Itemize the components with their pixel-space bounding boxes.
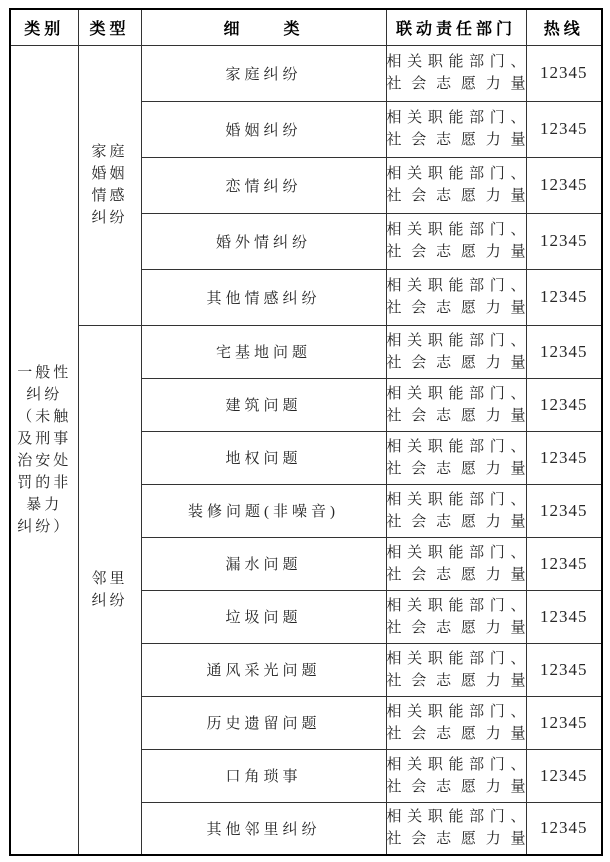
hotline-cell: 12345 (526, 802, 602, 855)
category-cell (10, 45, 78, 855)
department-line: 相 关 职 能 部 门 、 (386, 703, 526, 720)
hotline-cell: 12345 (526, 45, 602, 101)
header-subcategory: 细 类 (141, 9, 386, 45)
cell-line: 婚姻 (91, 166, 128, 182)
subcategory-cell: 通风采光问题 (141, 643, 386, 696)
hotline-cell: 12345 (526, 696, 602, 749)
department-cell (386, 269, 526, 325)
department-line: 社 会 志 愿 力 量 (386, 566, 526, 583)
department-cell (386, 696, 526, 749)
hotline-cell: 12345 (526, 101, 602, 157)
cell-line: 一般性 (17, 364, 72, 381)
subcategory-cell: 家庭纠纷 (141, 45, 386, 101)
cell-line: 纠纷 (91, 592, 128, 609)
department-line: 社 会 志 愿 力 量 (386, 725, 526, 742)
hotline-cell: 12345 (526, 157, 602, 213)
department-cell (386, 101, 526, 157)
department-line: 相 关 职 能 部 门 、 (386, 332, 526, 349)
cell-line: 纠纷） (17, 518, 72, 535)
department-cell (386, 325, 526, 378)
department-line: 社 会 志 愿 力 量 (386, 831, 526, 848)
hotline-cell: 12345 (526, 378, 602, 431)
department-line: 相 关 职 能 部 门 、 (386, 597, 526, 614)
department-line: 社 会 志 愿 力 量 (386, 188, 526, 204)
cell-line: 暴力 (26, 496, 63, 513)
table-row (10, 45, 602, 101)
subcategory-cell: 恋情纠纷 (141, 157, 386, 213)
table-row (10, 325, 602, 378)
header-row (10, 9, 602, 45)
subcategory-cell: 婚外情纠纷 (141, 213, 386, 269)
subcategory-cell: 其他情感纠纷 (141, 269, 386, 325)
department-line: 社 会 志 愿 力 量 (386, 460, 526, 477)
subcategory-cell: 地权问题 (141, 431, 386, 484)
cell-line: 纠纷 (91, 210, 128, 226)
dispute-classification-table (9, 8, 603, 856)
department-line: 社 会 志 愿 力 量 (386, 300, 526, 316)
type-cell (78, 45, 141, 325)
table-body (10, 45, 602, 855)
subcategory-cell: 装修问题(非噪音) (141, 484, 386, 537)
subcategory-cell: 其他邻里纠纷 (141, 802, 386, 855)
subcategory-cell: 建筑问题 (141, 378, 386, 431)
department-cell (386, 802, 526, 855)
department-line: 社 会 志 愿 力 量 (386, 778, 526, 795)
header-type: 类型 (78, 9, 141, 45)
hotline-cell: 12345 (526, 537, 602, 590)
subcategory-cell: 垃圾问题 (141, 590, 386, 643)
department-line: 社 会 志 愿 力 量 (386, 132, 526, 148)
hotline-cell: 12345 (526, 269, 602, 325)
hotline-cell: 12345 (526, 749, 602, 802)
cell-line: 纠纷 (26, 386, 63, 403)
cell-line: 及刑事 (17, 430, 72, 447)
cell-line: 治安处 (17, 452, 72, 469)
department-cell (386, 157, 526, 213)
department-cell (386, 213, 526, 269)
hotline-cell: 12345 (526, 643, 602, 696)
department-cell (386, 431, 526, 484)
hotline-cell: 12345 (526, 325, 602, 378)
department-cell (386, 749, 526, 802)
subcategory-cell: 漏水问题 (141, 537, 386, 590)
header-hotline: 热线 (526, 9, 602, 45)
cell-line: 罚的非 (17, 474, 72, 491)
subcategory-cell: 历史遗留问题 (141, 696, 386, 749)
department-line: 相 关 职 能 部 门 、 (386, 650, 526, 667)
department-line: 相 关 职 能 部 门 、 (386, 438, 526, 455)
header-category: 类别 (10, 9, 78, 45)
department-line: 社 会 志 愿 力 量 (386, 407, 526, 424)
subcategory-cell: 婚姻纠纷 (141, 101, 386, 157)
department-cell (386, 45, 526, 101)
department-cell (386, 643, 526, 696)
hotline-cell: 12345 (526, 484, 602, 537)
cell-line: （未触 (17, 408, 72, 425)
cell-line: 家庭 (91, 144, 128, 160)
header-department: 联动责任部门 (386, 9, 526, 45)
department-line: 相 关 职 能 部 门 、 (386, 166, 526, 182)
cell-line: 邻里 (91, 570, 128, 587)
department-line: 社 会 志 愿 力 量 (386, 244, 526, 260)
cell-line: 情感 (91, 188, 128, 204)
department-line: 相 关 职 能 部 门 、 (386, 809, 526, 826)
hotline-cell: 12345 (526, 213, 602, 269)
department-line: 社 会 志 愿 力 量 (386, 672, 526, 689)
type-cell (78, 325, 141, 855)
table-header (10, 9, 602, 45)
department-line: 相 关 职 能 部 门 、 (386, 491, 526, 508)
hotline-cell: 12345 (526, 431, 602, 484)
subcategory-cell: 口角琐事 (141, 749, 386, 802)
department-cell (386, 590, 526, 643)
department-line: 社 会 志 愿 力 量 (386, 354, 526, 371)
department-cell (386, 378, 526, 431)
department-line: 相 关 职 能 部 门 、 (386, 222, 526, 238)
department-line: 相 关 职 能 部 门 、 (386, 278, 526, 294)
department-line: 社 会 志 愿 力 量 (386, 513, 526, 530)
department-line: 社 会 志 愿 力 量 (386, 619, 526, 636)
department-line: 相 关 职 能 部 门 、 (386, 544, 526, 561)
department-cell (386, 537, 526, 590)
department-line: 社 会 志 愿 力 量 (386, 76, 526, 92)
department-line: 相 关 职 能 部 门 、 (386, 54, 526, 70)
department-cell (386, 484, 526, 537)
department-line: 相 关 职 能 部 门 、 (386, 756, 526, 773)
department-line: 相 关 职 能 部 门 、 (386, 110, 526, 126)
subcategory-cell: 宅基地问题 (141, 325, 386, 378)
department-line: 相 关 职 能 部 门 、 (386, 385, 526, 402)
hotline-cell: 12345 (526, 590, 602, 643)
